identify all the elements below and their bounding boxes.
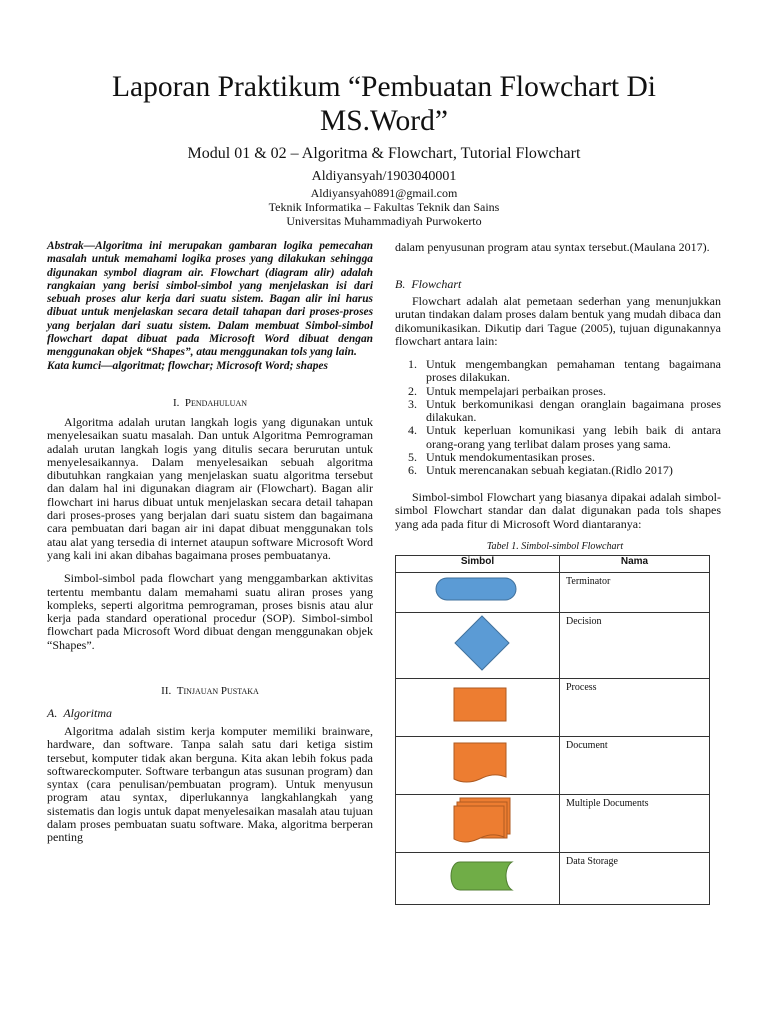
subsection-heading-a	[47, 706, 373, 721]
section-heading-1	[47, 397, 373, 409]
list-item: 2. Untuk mempelajari perbaikan proses.	[420, 385, 721, 398]
name-cell	[560, 737, 710, 795]
symbol-cell	[396, 573, 560, 613]
abstract	[47, 240, 373, 373]
keywords: Kata kumci—algoritmat; flowchar; Microsoft Word; shapes	[47, 359, 328, 372]
name-cell	[560, 853, 710, 905]
faculty: Teknik Informatika – Fakultas Teknik dan Sains	[268, 200, 500, 214]
symbol-name: Multiple Documents	[566, 798, 649, 809]
symbol-name: Process	[566, 682, 597, 693]
symbol-cell	[396, 737, 560, 795]
multiple-documents-symbol	[396, 795, 559, 847]
paragraph: Flowchart adalah alat pemetaan sederhan yang menunjukkan urutan tindakan dalam proses dalam bentuk yang mudah dibaca dan dikomunikasikan. Dikutip dari Tague (2005), tujuan digunakannya flowchart antara lain:	[395, 294, 721, 348]
symbol-cell	[396, 679, 560, 737]
name-cell	[560, 679, 710, 737]
list-item: 4. Untuk keperluan komunikasi yang lebih baik di antara orang-orang yang terlibat dalam proses yang sama.	[420, 424, 721, 451]
list-item: 1. Untuk mengembangkan pemahaman tentang bagaimana proses dilakukan.	[420, 358, 721, 385]
symbol-cell	[396, 613, 560, 679]
section-heading-2	[47, 685, 373, 697]
subsection-a-continued	[395, 241, 721, 254]
symbol-cell	[396, 795, 560, 853]
table-row	[396, 853, 710, 905]
document-symbol	[396, 737, 559, 789]
decision-symbol	[396, 613, 559, 673]
name-cell	[560, 573, 710, 613]
symbol-name: Document	[566, 740, 608, 751]
title-line-1: Laporan Praktikum “Pembuatan Flowchart Di	[112, 71, 656, 103]
table-row	[396, 573, 710, 613]
paper-subtitle: Modul 01 & 02 – Algoritma & Flowchart, Tutorial Flowchart	[187, 145, 581, 162]
paragraph: Algoritma adalah sistim kerja komputer memiliki brainware, hardware, dan software. Tanpa salah satu dari ketiga sistim tersebut, komputer tidak akan berguna. Kita akan lebih fokus pada softwareckomputer. Software terbangun atas susunan program) dan syntax (cara penulisan/pembuatan program). Untuk menyusun program atau syntax, diperlukannya langkahlangkah yang sistematis dan logis untuk dapat menyelesaikan masalah atau tujuan dalam proses pembuatan suatu software. Maka, algoritma berperan penting	[47, 724, 373, 845]
section-1-body	[47, 416, 373, 652]
symbol-table	[395, 555, 710, 905]
section-number: I.	[172, 397, 180, 409]
paragraph: Simbol-simbol pada flowchart yang menggambarkan aktivitas tertentu membantu dalam memahami suatu aliran proses yang kompleks, seperti algoritma pemrograman, proses bisnis atau alur kerja pada standard operational procedur (SOP). Simbol-simbol flowchart pada Microsoft Word dibuat dengan menggunakan objek “Shapes”.	[47, 571, 373, 652]
paragraph: dalam penyusunan program atau syntax tersebut.(Maulana 2017).	[395, 240, 710, 254]
header-name: Nama	[560, 556, 710, 573]
author-name: Aldiyansyah/1903040001	[311, 169, 457, 184]
symbol-name: Data Storage	[566, 856, 618, 867]
author-email: Aldiyansyah0891@gmail.com	[310, 186, 458, 200]
section-title: Pendahuluan	[184, 397, 248, 409]
after-list-paragraph	[395, 491, 721, 531]
university: Universitas Muhammadiyah Purwokerto	[286, 214, 482, 228]
affiliation	[0, 186, 768, 228]
subsection-heading-b	[395, 277, 721, 292]
subsection-title: Flowchart	[411, 277, 462, 291]
list-item: 3. Untuk berkomunikasi dengan oranglain bagaimana proses dilakukan.	[420, 398, 721, 425]
paper-title	[0, 70, 768, 138]
process-symbol	[396, 679, 559, 731]
data-storage-symbol	[396, 853, 559, 899]
paragraph: Algoritma adalah urutan langkah logis yang digunakan untuk menyelesaikan suatu masalah. Dan untuk Algoritma Pemrograman adalah urutan langkah logis yang ditulis secara berurutan untuk menyelesaikannya. Dalam menyelesaikan sebuah algoritma dibutuhkan rangkaian yang menjelaskan suatu algoritma tersebut dan dalam hal ini digunakan diagram air (Flowchart). Bagan alir flowchart ini harus dibuat untuk menjelaskan secara detail tahapan dari proses-proses yang berjalan dari suatu sistem dan bagaimana cara pembuatan dari bagan air ini dapat dibuat menggunakan tols atau alat yang tersedia di internet ataupun software Microsoft Word yang kali ini akan dibahas bagaimana proses pembuatanya.	[47, 415, 373, 562]
title-line-2: MS.Word”	[320, 105, 448, 137]
subsection-a-body	[47, 725, 373, 845]
table-header-row	[396, 556, 710, 573]
subsection-label: B.	[395, 277, 406, 291]
subsection-label: A.	[47, 706, 58, 720]
symbol-cell	[396, 853, 560, 905]
table-caption: Tabel 1. Simbol-simbol Flowchart	[486, 541, 624, 552]
table-row	[396, 613, 710, 679]
table-row	[396, 679, 710, 737]
abstract-text: Abstrak—Algoritma ini merupakan gambaran logika pemecahan masalah untuk memahami logika proses yang dilakukan sehingga digunakan symbol diagram air. Flowchart (diagram alir) adalah rangkaian yang berisi simbol-simbol yang menjelaskan isi dari sebuah proses alur kerja dari suatu sistem. Bagan alir ini harus dibuat untuk menjelaskan secara detail tahapan dari proses-proses yang berjalan dari suatu sistem. Dalam membuat Simbol-simbol flowchart dapat dibuat pada Microsoft Word dibuat dengan menggunakan objek “Shapes”, atau menggunakan tols yang lain.	[47, 240, 373, 359]
terminator-symbol	[396, 573, 559, 607]
subsection-title: Algoritma	[63, 706, 113, 720]
subsection-b-body	[395, 295, 721, 348]
paragraph: Simbol-simbol Flowchart yang biasanya dipakai adalah simbol-simbol Flowchart standar dan dalat digunakan pada tols shapes yang ada pada fitur di Microsoft Word diantaranya:	[395, 490, 721, 531]
section-number: II.	[161, 685, 172, 697]
purpose-list	[395, 358, 721, 478]
table-row	[396, 795, 710, 853]
list-item: 5. Untuk mendokumentasikan proses.	[420, 451, 721, 464]
table-row	[396, 737, 710, 795]
name-cell	[560, 795, 710, 853]
section-title: Tinjauan Pustaka	[176, 685, 259, 697]
symbol-name: Decision	[566, 616, 602, 627]
list-item: 6. Untuk merencanakan sebuah kegiatan.(Ridlo 2017)	[420, 464, 721, 477]
symbol-name: Terminator	[566, 576, 611, 587]
header-symbol: Simbol	[396, 556, 560, 573]
name-cell	[560, 613, 710, 679]
